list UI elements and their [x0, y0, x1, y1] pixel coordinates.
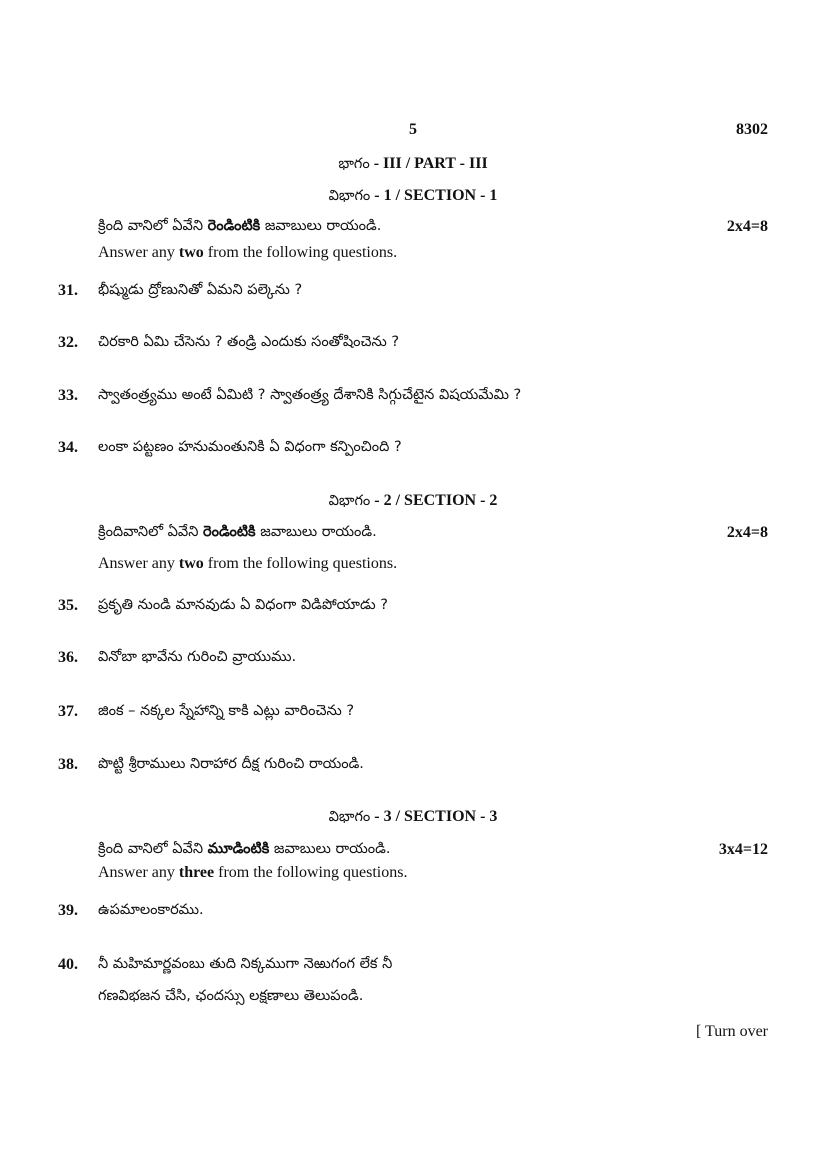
instruction-text: క్రింది వానిలో ఏవేని [98, 218, 208, 234]
question-text: పొట్టి శ్రీరాములు నిరాహార దీక్ష గురించి రాయండి. [98, 756, 364, 772]
question-text: చిరకారి ఏమి చేసెను ? తండ్రి ఎందుకు సంతోషించెను ? [98, 334, 400, 350]
question-text: ప్రకృతి నుండి మానవుడు ఏ విధంగా విడిపోయాడు ? [98, 597, 388, 613]
section-2-marks: 2x4=8 [726, 524, 768, 541]
instruction-bold: రెండింటికి [207, 218, 261, 234]
turn-over-note: [ Turn over [695, 1023, 768, 1040]
question-number: 39. [58, 902, 78, 919]
instruction-text: జవాబులు రాయండి. [260, 218, 382, 234]
question-text: లంకా పట్టణం హనుమంతునికి ఏ విధంగా కన్పించింది ? [98, 439, 402, 455]
question-text-continued: గణవిభజన చేసి, ఛందస్సు లక్షణాలు తెలుపండి. [98, 988, 364, 1004]
section-heading-te: విభాగం [328, 493, 371, 509]
instruction-text: క్రిందివానిలో ఏవేని [98, 524, 204, 540]
question-number: 38. [58, 756, 78, 773]
question-number: 34. [58, 439, 78, 456]
instruction-bold: three [178, 864, 215, 881]
section-3-marks: 3x4=12 [718, 841, 768, 858]
instruction-bold: two [178, 244, 204, 261]
question-number: 40. [58, 956, 78, 973]
question-number: 31. [58, 282, 78, 299]
instruction-text: Answer any [98, 244, 179, 261]
instruction-text: from the following questions. [203, 555, 398, 572]
question-text: ఉపమాలంకారము. [98, 902, 204, 918]
instruction-text: from the following questions. [214, 864, 408, 881]
instruction-text: జవాబులు రాయండి. [255, 524, 377, 540]
question-number: 37. [58, 703, 78, 720]
instruction-text: క్రింది వానిలో ఏవేని [98, 841, 208, 857]
instruction-bold: two [178, 555, 204, 572]
section-1-instruction-en [98, 244, 397, 262]
part-heading-te: భాగం [338, 156, 370, 172]
question-number: 32. [58, 334, 78, 351]
section-1-instruction-te [98, 218, 381, 238]
question-text: నీ మహిమార్ణవంబు తుది నిక్కముగా నెఱుగంగ లేక నీ [98, 956, 393, 972]
paper-code: 8302 [736, 121, 768, 138]
instruction-text: from the following questions. [203, 244, 398, 261]
part-heading-en: - III / PART - III [369, 155, 488, 172]
instruction-bold: మూడింటికి [207, 841, 270, 857]
part-heading [0, 155, 826, 176]
question-number: 36. [58, 649, 78, 666]
section-2-instruction-te [98, 524, 377, 544]
question-number: 33. [58, 387, 78, 404]
instruction-text: జవాబులు రాయండి. [269, 841, 391, 857]
instruction-bold: రెండింటికి [203, 524, 256, 540]
question-text: స్వాతంత్ర్యము అంటే ఏమిటి ? స్వాతంత్ర్య దేశానికి సిగ్గుచేటైన విషయమేమి ? [98, 387, 522, 403]
section-3-instruction-en [98, 864, 407, 882]
section-heading-en: - 2 / SECTION - 2 [370, 492, 498, 509]
section-heading-te: విభాగం [328, 809, 371, 825]
section-2-instruction-en [98, 555, 397, 573]
question-text: జింక – నక్కల స్నేహాన్ని కాకి ఎట్లు వారించెను ? [98, 703, 355, 719]
section-heading-en: - 1 / SECTION - 1 [370, 187, 498, 204]
instruction-text: Answer any [98, 864, 179, 881]
question-text: భీష్ముడు ద్రోణునితో ఏమని పల్కెను ? [98, 282, 303, 298]
section-3-instruction-te [98, 841, 390, 861]
section-1-heading [0, 187, 826, 208]
question-number: 35. [58, 597, 78, 614]
section-heading-en: - 3 / SECTION - 3 [370, 808, 498, 825]
section-2-heading [0, 492, 826, 513]
question-text: వినోబా భావేను గురించి వ్రాయుము. [98, 649, 297, 665]
instruction-text: Answer any [98, 555, 179, 572]
section-1-marks: 2x4=8 [726, 218, 768, 235]
page-number: 5 [409, 121, 417, 138]
section-3-heading [0, 808, 826, 829]
section-heading-te: విభాగం [328, 188, 371, 204]
